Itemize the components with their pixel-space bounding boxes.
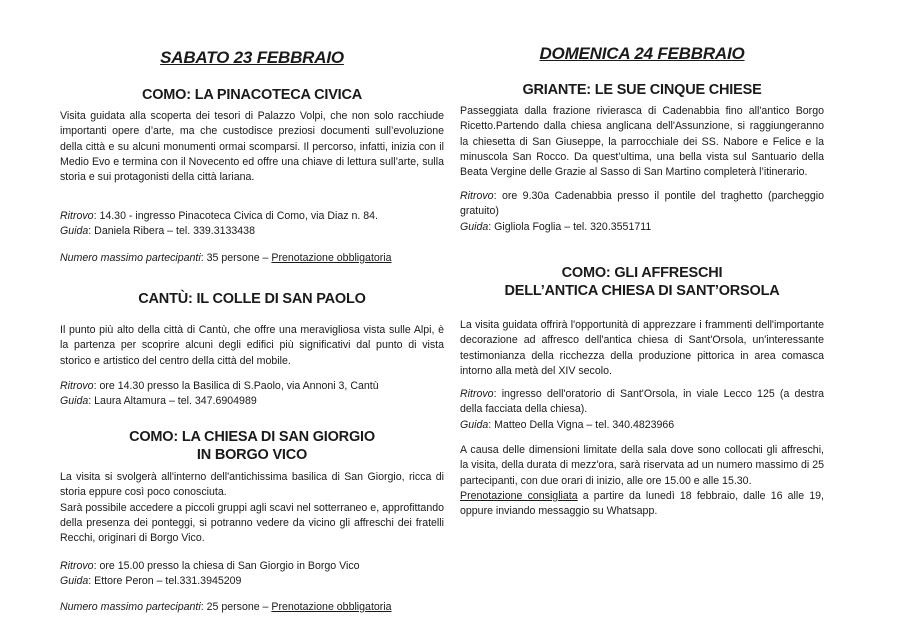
ritrovo-value: : 14.30 - ingresso Pinacoteca Civica di Como, via Diaz n. 84. — [93, 210, 378, 222]
event-details-sant-orsola — [460, 387, 824, 433]
guida-label: Guida — [60, 395, 89, 408]
guida-line — [60, 394, 444, 409]
event-description-cantu: Il punto più alto della città di Cantù, che offre una meravigliosa vista sulle Alpi, è la partenza per scoprire alcuni degli edifici più significativi dal punto di vista storico e artistico del centro della città del mobile. — [60, 324, 444, 367]
max-label: Numero massimo partecipanti — [60, 252, 201, 264]
booking-required: Prenotazione obbligatoria — [271, 601, 392, 613]
ritrovo-line — [460, 189, 824, 220]
event-details-san-giorgio — [60, 559, 444, 590]
max-participants-pinacoteca — [60, 251, 444, 266]
booking-details: a partire da lunedì 18 febbraio, dalle 16 alle 19, oppure inviando messaggio su Whatsapp. — [460, 489, 824, 518]
ritrovo-line — [460, 387, 824, 418]
guida-value: : Gigliola Foglia – tel. 320.3551711 — [488, 220, 652, 233]
booking-recommended: Prenotazione consigliata — [460, 489, 578, 502]
event-details-griante — [460, 189, 824, 235]
max-label: Numero massimo partecipanti — [60, 601, 201, 613]
booking-required: Prenotazione obbligatoria — [271, 252, 392, 264]
title-line-2: IN BORGO VICO — [196, 447, 308, 463]
ritrovo-line — [60, 379, 444, 394]
title-line-1: COMO: LA CHIESA DI SAN GIORGIO — [129, 429, 375, 445]
guida-label: Guida — [60, 225, 89, 238]
event-note-sant-orsola — [460, 443, 824, 519]
event-title-pinacoteca: COMO: LA PINACOTECA CIVICA — [141, 87, 363, 103]
ritrovo-value: : ingresso dell'oratorio di Sant'Orsola, in viale Lecco 125 (a destra della facciata della chiesa). — [460, 388, 824, 416]
description-part-2: Sarà possibile accedere a piccoli gruppi agli scavi nel sotterraneo e, approfittando della presenza dei ponteggi, si potranno vedere da vicino gli affreschi dei fratelli Recchi, originari di Borgo Vico. — [60, 501, 444, 545]
booking-line — [460, 489, 824, 520]
event-details-pinacoteca — [60, 209, 444, 240]
guida-line — [460, 418, 824, 433]
ritrovo-label: Ritrovo — [60, 380, 94, 392]
guida-line — [60, 224, 444, 239]
max-participants-san-giorgio — [60, 600, 444, 615]
capacity-note: A causa delle dimensioni limitate della sala dove sono collocati gli affreschi, la visita, della durata di mezz'ora, sarà riservata ad un numero massimo di 25 partecipanti, con due orari di inizio, alle ore 15.00 e alle 15.30. — [460, 444, 824, 487]
ritrovo-label: Ritrovo — [60, 210, 94, 222]
event-title-sant-orsola — [460, 264, 824, 300]
guida-value: : Matteo Della Vigna – tel. 340.4823966 — [488, 418, 675, 431]
ritrovo-line — [60, 559, 444, 574]
description-part-1: La visita si svolgerà all'interno dell'antichissima basilica di San Giorgio, ricca di storia eppure così poco conosciuta. — [60, 471, 444, 499]
event-description-san-giorgio — [60, 470, 444, 546]
guida-label: Guida — [460, 418, 489, 431]
ritrovo-label: Ritrovo — [460, 190, 494, 202]
day-heading-sunday: DOMENICA 24 FEBBRAIO — [539, 44, 745, 63]
guida-label: Guida — [460, 220, 489, 233]
ritrovo-value: : ore 15.00 presso la chiesa di San Giorgio in Borgo Vico — [93, 560, 360, 572]
guida-line — [60, 574, 444, 589]
title-line-2: DELL’ANTICA CHIESA DI SANT’ORSOLA — [504, 283, 780, 299]
event-description-pinacoteca: Visita guidata alla scoperta dei tesori di Palazzo Volpi, che non solo racchiude importanti opere d’arte, ma che custodisce preziosi documenti sull’evoluzione della città e su alcuni monumenti ormai scomparsi. Il percorso, infatti, inizia con il Medio Evo e termina con il Novecento ed offre una chiave di lettura sull’arte, sulla storia e sui protagonisti della città lariana. — [60, 110, 444, 184]
ritrovo-label: Ritrovo — [460, 388, 494, 400]
event-title-griante: GRIANTE: LE SUE CINQUE CHIESE — [522, 82, 762, 98]
guida-line — [460, 220, 824, 235]
ritrovo-line — [60, 209, 444, 224]
ritrovo-label: Ritrovo — [60, 560, 94, 572]
ritrovo-value: : ore 9.30a Cadenabbia presso il pontile del traghetto (parcheggio gratuito) — [460, 190, 824, 218]
day-heading-saturday: SABATO 23 FEBBRAIO — [160, 48, 344, 67]
guida-value: : Daniela Ribera – tel. 339.3133438 — [88, 225, 255, 238]
guida-label: Guida — [60, 575, 89, 588]
event-description-sant-orsola: La visita guidata offrirà l'opportunità di apprezzare i frammenti dell'importante decorazione ad affresco dell'antica chiesa di Sant'Orsola, un'interessante testimonianza della ricchezza della produzione pittorica in area comasca intorno alla metà del XIV secolo. — [460, 319, 824, 377]
event-details-cantu — [60, 379, 444, 410]
event-title-cantu: CANTÙ: IL COLLE DI SAN PAOLO — [138, 291, 366, 307]
max-value: : 25 persone – — [200, 601, 272, 613]
event-title-san-giorgio — [60, 428, 444, 464]
event-description-griante: Passeggiata dalla frazione rivierasca di Cadenabbia fino all'antico Borgo Ricetto.Partendo dalla chiesa anglicana dell'Assunzione, si raggiungeranno la chiesetta di San Giuseppe, la parrocchiale dei SS. Nabore e Felice e la minuscola San Rocco. Da quest’ultima, una bella vista sul Santuario della Beata Vergine delle Grazie al Sasso di San Martino completerà l’itinerario. — [460, 105, 824, 179]
ritrovo-value: : ore 14.30 presso la Basilica di S.Paolo, via Annoni 3, Cantù — [93, 380, 379, 392]
title-line-1: COMO: GLI AFFRESCHI — [561, 265, 723, 281]
guida-value: : Laura Altamura – tel. 347.6904989 — [88, 395, 257, 408]
guida-value: : Ettore Peron – tel.331.3945209 — [88, 575, 242, 588]
max-value: : 35 persone – — [200, 252, 272, 264]
